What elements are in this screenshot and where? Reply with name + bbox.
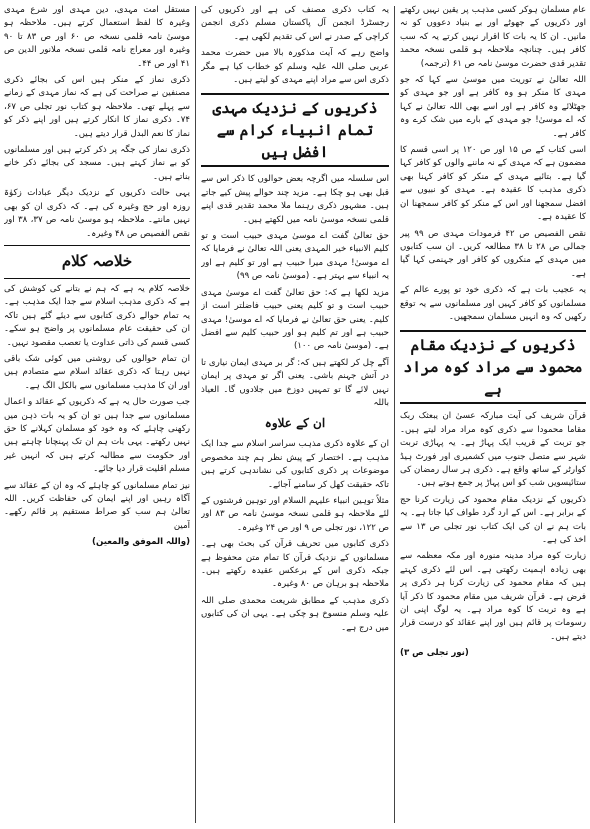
column-divider [195, 6, 196, 823]
closing-line: (واللہ الموفق والمعین) [92, 537, 190, 548]
paragraph: یہ کتاب ذکری مصنف کی ہے اور ذکریوں کی رجسٹرڈ انجمن آل پاکستان مسلم ذکری انجمن کراچی کے صدر نے اس کی تقدیم لکھی ہے۔ [201, 5, 389, 42]
sub-heading: ان کے علاوہ [264, 416, 326, 431]
paragraph: قرآن شریف کی آیت مبارکہ عسیٰ ان یبعثک ربک مقاما محمودا سے ذکری کوہ مراد مراد لیتے ہیں۔ جو تربت کے قریب ایک پہاڑ ہے۔ یہ پہاڑی تربت شہر سے متصل جنوب میں کشمیری اور فورٹ ہیڈ کوارٹر کے ساتھ واقع ہے۔ ذکری ہر سال رمضان کی ستائیسویں شب کو اس پہاڑ پر جمع ہوتے ہیں۔ [400, 411, 586, 489]
paragraph: عام مسلمان ہوکر کسی مذہب پر یقین نہیں رکھتے اور ذکریوں کے جھوٹے اور بے بنیاد دعووں کو نہ مانیں۔ ان کا یہ بات کا اقرار نہیں کرتے یہ کہ سب کافر ہیں۔ چنانچہ ملاحظہ ہو قلمی نسخہ محمد تقدیر قدی حضرت موسیٰ نامہ ص ۶۱ (ترجمہ) [400, 5, 586, 69]
middle-top-text [201, 4, 389, 87]
paragraph: اس سلسلہ میں اگرچہ بعض حوالوں کا ذکر اس سے قبل بھی ہو چکا ہے۔ مزید چند حوالے پیش کیے جاتے ہیں۔ مشہور ذکری رہنما ملا محمد تقدیر قدی اپنے قلمی نسخہ موسیٰ نامہ میں لکھتے ہیں۔ [201, 174, 389, 225]
paragraph: یہی حالت ذکریوں کے نزدیک دیگر عبادات زکوٰۃ روزہ اور حج وغیرہ کی ہے۔ کہ ذکری ان کو بھی نہیں مانتے۔ ملاحظہ ہو موسیٰ نامہ ص ۳۷، ۳۸ اور نقص الفصیص ص ۴۸ وغیرہ۔ [4, 188, 190, 239]
column-left [4, 4, 190, 825]
quote-paragraph: آگے چل کر لکھتے ہیں کہ: گر بر مہدی ایمان نیاری تا در آتش جہنم باشی۔ یعنی اگر تو مہدی پر ایمان نہیں لائے گا تو تمہیں دوزخ میں جلادوں گا۔ العیاذ باللہ [201, 357, 389, 408]
quote-paragraph: مزید لکھا ہے کہ: حق تعالیٰ گفت اے موسیٰ مہدی حبیب است و تو کلیم یعنی حبیب فاضلتر است از کلیم۔ یعنی حق تعالیٰ نے فرمایا کہ اے موسیٰ! مہدی حبیب ہے اور تم کلیم ہو اور حبیب کلیم سے افضل ہے۔ (موسیٰ نامہ ص ۱۰۰) [201, 287, 389, 352]
paragraph: واضح رہے کہ آیت مذکورہ بالا میں حضرت محمد عربی صلی اللہ علیہ وسلم کو خطاب کیا ہے مگر ذکری اس سے مراد اپنے مہدی کو لیتے ہیں۔ [201, 48, 389, 86]
middle-mid-text [201, 173, 389, 410]
column-divider [394, 6, 395, 823]
right-top-text [400, 4, 586, 324]
paragraph: جب صورت حال یہ ہے کہ ذکریوں کے عقائد و اعمال مسلمانوں سے جدا ہیں تو ان کو یہ بات ذہن میں رکھنی چاہئے کہ وہ خود کو مسلمان کہلانے کا حق نہیں رکھتے۔ یہی بات ہم ان تک پہنچانا چاہتے ہیں اور حکومت سے مطالبہ کرتے ہیں کہ انہیں غیر مسلم اقلیت قرار دیا جائے۔ [4, 397, 190, 475]
paragraph: ذکری کتابوں میں تحریف قرآن کی بحث بھی ہے۔ مسلمانوں کے نزدیک قرآن کا تمام متن محفوظ ہے جبکہ ذکری اس کے برعکس عقیدہ رکھتے ہیں۔ ملاحظہ ہو برہان ص ۸۰ وغیرہ۔ [201, 539, 389, 590]
paragraph: نقص الفصیص ص ۴۲ فرمودات مہدی ص ۹۹ پیر جمالی ص ۲۸ تا ۳۸ مطالعہ کریں۔ ان سب کتابوں میں مہدی کے منکروں کو کافر اور جہنمی کہا گیا ہے۔ [400, 228, 586, 279]
paragraph: ان تمام حوالوں کی روشنی میں کوئی شک باقی نہیں رہتا کہ ذکری عقائد اسلام سے متصادم ہیں اور ان کا مذہب مسلمانوں سے بالکل الگ ہے۔ [4, 353, 190, 391]
paragraph: اللہ تعالیٰ نے توریت میں موسیٰ سے کہا کہ جو مہدی کا منکر ہو وہ کافر ہے اور جو مہدی کو جھٹلائے وہ کافر ہے اور اسے بھی اللہ تعالیٰ نے کہا کہ اے موسیٰ! جو مہدی کے بارے میں شک کرے وہ کافر ہے۔ [400, 75, 586, 139]
paragraph: ذکری نماز کے منکر ہیں اس کی بجائے ذکری مصنفین نے صراحت کی ہے کہ نماز مہدی کے زمانے سے پہلے تھی۔ ملاحظہ ہو کتاب نور تجلی ص ۶۷، ۷۴۔ ذکری نماز کا انکار کرتے ہیں اور اپنے ذکر کو نماز کا نعم البدل قرار دیتے ہیں۔ [4, 75, 190, 139]
paragraph: ان کے علاوہ ذکری مذہب سراسر اسلام سے جدا ایک مذہب ہے۔ اختصار کے پیش نظر ہم چند مخصوص موضوعات پر ذکری کتابوں کی نشاندہی کرتے ہیں تاکہ حقیقت کھل کر سامنے آجائے۔ [201, 439, 389, 490]
right-bottom-text [400, 410, 586, 660]
paragraph: مثلاً توہین انبیاء علیہم السلام اور توہین فرشتوں کے لئے ملاحظہ ہو قلمی نسخہ موسیٰ نامہ ص ۸۳ اور ص ۱۲۲، نور تجلی ص ۹ اور ص ۲۴ وغیرہ۔ [201, 495, 389, 533]
middle-bottom-text [201, 438, 389, 635]
left-bottom-text [4, 283, 190, 550]
section-heading: ذکریوں کے نزدیک مقام محمود سے مراد کوہ مراد ہے [400, 330, 586, 404]
quote-paragraph: حق تعالیٰ گفت اے موسیٰ مہدی حبیب است و تو کلیم الانبیاء خیر المہدی یعنی اللہ تعالیٰ نے فرمایا کہ اے موسیٰ! مہدی میرا حبیب ہے اور تو کلیم ہے اور یہ انبیاء سے بہتر ہے۔ (موسیٰ نامہ ص ۹۹) [201, 231, 389, 282]
section-heading: خلاصہ کلام [61, 251, 133, 270]
left-top-text [4, 4, 190, 241]
paragraph: خلاصہ کلام یہ ہے کہ ہم نے بتانے کی کوشش کی ہے کہ ذکری مذہب اسلام سے جدا ایک مذہب ہے۔ یہ تمام حوالے ذکری کتابوں سے دیئے گئے ہیں تاکہ ان کی حقیقت عام مسلمانوں پر واضح ہو سکے۔ کسی قسم کی ذاتی عداوت یا تعصب مقصود نہیں۔ [4, 283, 190, 348]
divider-line [4, 278, 190, 279]
divider-line [4, 245, 190, 246]
paragraph: نیز تمام مسلمانوں کو چاہئے کہ وہ ان کے عقائد سے آگاہ رہیں اور اپنے ایمان کی حفاظت کریں۔ اللہ تعالیٰ ہم سب کو صراط مستقیم پر قائم رکھے۔ آمین [4, 480, 190, 531]
column-middle [201, 4, 389, 825]
column-right [400, 4, 586, 825]
paragraph: اسی کتاب کے ص ۱۵ اور ص ۱۲۰ پر اسی قسم کا مضمون ہے کہ مہدی کے نہ ماننے والوں کو کافر کہا گیا ہے۔ بتائیے مہدی کے منکر کو کافر کہنا بھی ذکری مذہب کا عقیدہ ہے۔ مہدی کو نبیوں سے افضل سمجھنا اور اس کے منکر کو کافر سمجھنا ان کا عقیدہ ہے۔ [400, 145, 586, 223]
paragraph: یہ عجیب بات ہے کہ ذکری خود تو پورے عالم کے مسلمانوں کو کافر کہیں اور مسلمانوں سے یہ توقع رکھیں کہ وہ انہیں مسلمان سمجھیں۔ [400, 285, 586, 322]
source-citation: (نور تجلی ص ۳) [400, 648, 469, 659]
paragraph: مستقل امت مہدی، دین مہدی اور شرع مہدی وغیرہ کا لفظ استعمال کرتے ہیں۔ ملاحظہ ہو موسیٰ نامہ قلمی نسخہ ص ۶۰ اور ص ۸۳ تا ۹۰ وغیرہ اور معراج نامہ قلمی نسخہ ملانور الدین ص ۴۱ اور ص ۴۴۔ [4, 5, 190, 69]
paragraph: ذکری مذہب کے مطابق شریعت محمدی صلی اللہ علیہ وسلم منسوخ ہو چکی ہے۔ یہی ان کی کتابوں میں درج ہے۔ [201, 595, 389, 633]
section-heading: ذکریوں کے نزدیک مہدی تمام انبیاء کرام سے افضل ہیں [201, 93, 389, 167]
paragraph: ذکری نماز کی جگہ پر ذکر کرتے ہیں اور مسلمانوں کو بے نماز کہتے ہیں۔ مسجد کی بجائے ذکر خانے بناتے ہیں۔ [4, 145, 190, 182]
paragraph: ذکریوں کے نزدیک مقام محمود کی زیارت کرنا حج کے برابر ہے۔ اس کے ارد گرد طواف کیا جاتا ہے۔ یہ بات ہم نے ان کی ایک کتاب نور تجلی ص ۱۳ سے اخذ کی ہے۔ [400, 494, 586, 545]
paragraph: زیارت کوہ مراد مدینہ منورہ اور مکہ معظمہ سے بھی زیادہ اہمیت رکھتی ہے۔ اس لئے ذکری کہتے ہیں کہ مقام محمود کی زیارت کرنا ہر ذکری پر فرض ہے۔ قرآن شریف میں مقام محمود کا ذکر آیا ہے وہ تربت کا کوہ مراد ہے۔ یہ لوگ اپنی ان رسومات پر قائم ہیں اور اپنے عقائد کو درست قرار دیتے ہیں۔ [400, 551, 586, 642]
